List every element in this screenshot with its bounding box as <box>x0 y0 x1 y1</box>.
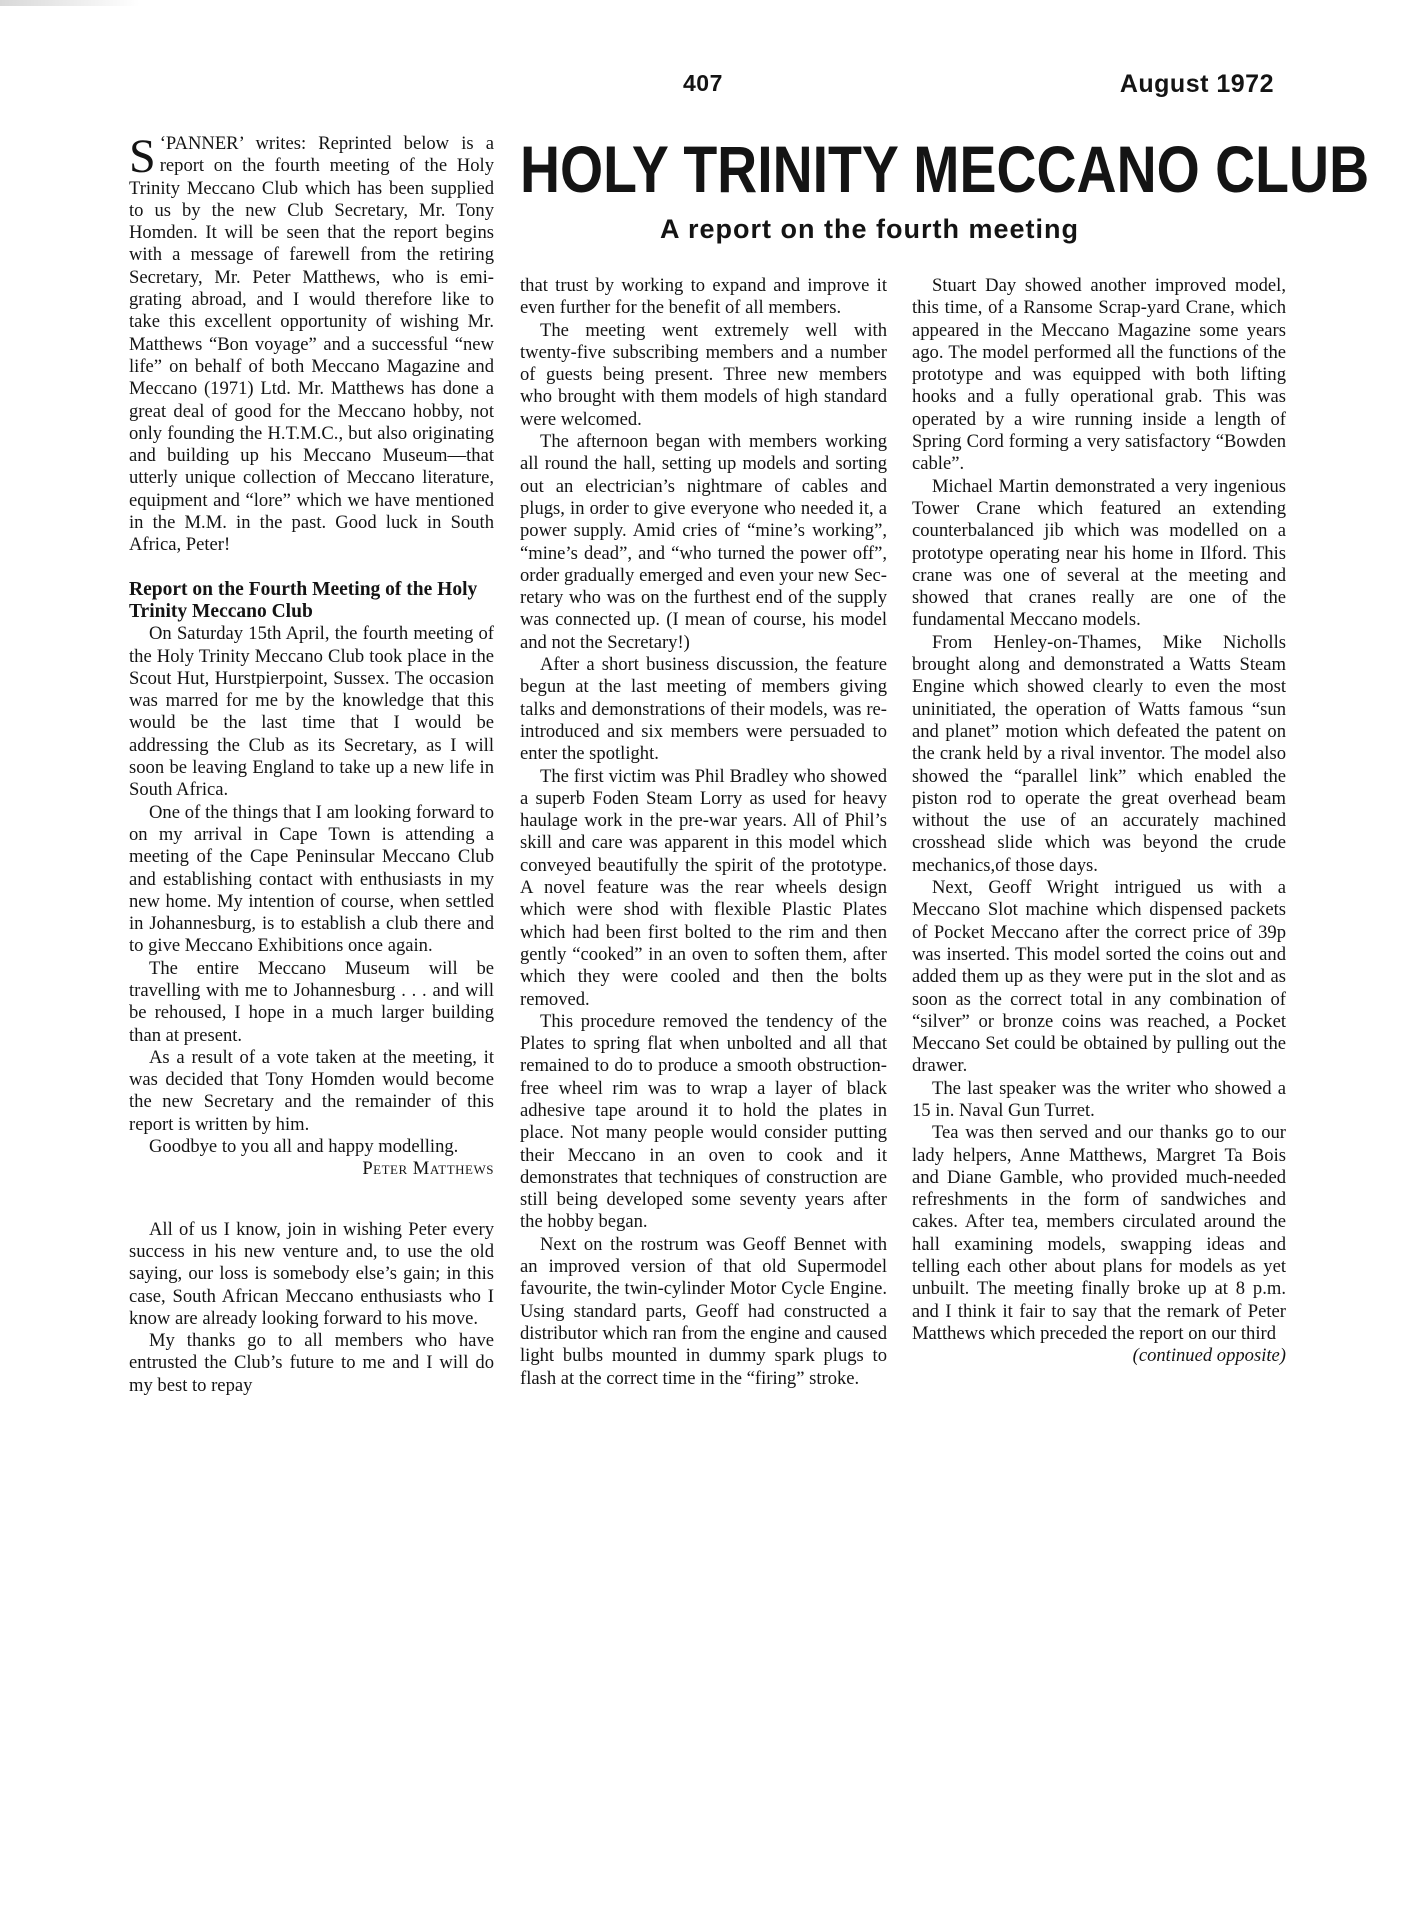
drop-cap: S <box>129 130 156 183</box>
signature: Peter Matthews <box>362 1158 494 1180</box>
paragraph: As a result of a vote taken at the meeting, it was decided that Tony Homden would become the new Secretary and the remainder of this report is written by him. <box>129 1046 494 1135</box>
paragraph: Next on the rostrum was Geoff Bennet with an improved version of that old Supermodel favourite, the twin-cylinder Motor Cycle Engine. Using standard parts, Geoff had constructed a distributor which ran from the engine and caused light bulbs mounted in dummy spark plugs to flash at the correct time in the “firing” stroke. <box>520 1233 887 1389</box>
report-heading: Report on the Fourth Meeting of the Holy Trinity Meccano Club <box>129 578 478 622</box>
column-1 <box>129 130 494 1397</box>
paragraph: My thanks go to all members who have entrusted the Club’s future to me and I will do my best to repay <box>129 1330 494 1396</box>
paragraph: The entire Meccano Museum will be travelling with me to Johannesburg . . . and will be rehoused, I hope in a much larger building than at present. <box>129 957 494 1046</box>
article-subtitle: A report on the fourth meeting <box>660 214 1079 244</box>
editor-intro-text: PANNER’ writes: Reprinted below is a report on the fourth meeting of the Holy Trinity Meccano Club which has been supplied to us by the new Club Secretary, Mr. Tony Homden. It will be seen that the report begins with a message of farewell from the retiring Secretary, Mr. Peter Matthews, who is emigrating abroad, and I would therefore like to take this excellent opportunity of wishing Mr. Matthews “Bon voyage” and a successful “new life” on behalf of both Meccano Magazine and Meccano (1971) Ltd. Mr. Matthews has done a great deal of good for the Meccano hobby, not only founding the H.T.M.C., but also originating and building up his Meccano Museum—that utterly unique collection of Meccano literature, equipment and “lore” which we have mentioned in the M.M. in the past. Good luck in South Africa, Peter! <box>129 133 494 556</box>
issue-date: August 1972 <box>1119 70 1274 98</box>
column-3 <box>912 275 1286 1368</box>
page-number: 407 <box>683 70 723 96</box>
editor-intro <box>129 130 494 557</box>
scan-edge-mark <box>0 0 140 6</box>
article-title: HOLY TRINITY MECCANO CLUB <box>520 132 1370 206</box>
paragraph: that trust by working to expand and improve it even further for the benefit of all members. <box>520 275 887 319</box>
paragraph: Goodbye to you all and happy modelling. <box>149 1136 459 1158</box>
paragraph: The meeting went extremely well with twenty-five subscribing members and a number of guests being present. Three new members who brought with them models of high standard were welcomed. <box>520 319 887 430</box>
paragraph: The afternoon began with members working all round the hall, setting up models and sorting out an electrician’s nightmare of cables and plugs, in order to give everyone who needed it, a power supply. Amid cries of “mine’s working”, “mine’s dead”, and “who turned the power off”, order gradually emerged and even your new Secretary who was on the furthest end of the supply was connected up. (I mean of course, his model and not the Secretary!) <box>520 431 887 653</box>
continued-note: (continued opposite) <box>1132 1345 1286 1367</box>
paragraph: Tea was then served and our thanks go to our lady helpers, Anne Matthews, Margret Ta Bois and Diane Gamble, who provided much-needed refreshments in the form of sandwiches and cakes. After tea, members circulated around the hall examining models, swapping ideas and telling each other about plans for models as yet unbuilt. The meeting finally broke up at 8 p.m. and I think it fair to say that the remark of Peter Matthews which preceded the report on our third <box>912 1122 1286 1344</box>
paragraph: The last speaker was the writer who showed a 15 in. Naval Gun Turret. <box>912 1077 1286 1121</box>
paragraph: Stuart Day showed another improved model, this time, of a Ransome Scrap-yard Crane, which appeared in the Meccano Magazine some years ago. The model performed all the functions of the prototype and was equipped with both lifting hooks and a fully operational grab. This was operated by a wire running inside a length of Spring Cord forming a very satisfactory “Bowden cable”. <box>912 275 1286 475</box>
column-2 <box>520 275 887 1390</box>
paragraph: After a short business discussion, the feature begun at the last meeting of members giving talks and demonstrations of their models, was reintroduced and six members were persuaded to enter the spotlight. <box>520 654 887 765</box>
opening-quote-mark: ‘ <box>159 133 166 154</box>
paragraph: Michael Martin demonstrated a very ingenious Tower Crane which featured an extending counterbalanced jib which was modelled on a prototype operating near his home in Ilford. This crane was one of several at the meeting and showed that cranes really are one of the fundamental Meccano models. <box>912 475 1286 631</box>
paragraph: This procedure removed the tendency of the Plates to spring flat when unbolted and all that remained to do to produce a smooth obstruction-free wheel rim was to wrap a layer of black adhesive tape around it to hold the plates in place. Not many people would consider putting their Meccano in an oven to cook and it demonstrates that techniques of construction are still being developed some seventy years after the hobby began. <box>520 1010 887 1233</box>
paragraph: From Henley-on-Thames, Mike Nicholls brought along and demonstrated a Watts Steam Engine which showed clearly to even the most uninitiated, the operation of Watts famous “sun and planet” motion which defeated the patent on the crank held by a rival inventor. The model also showed the “parallel link” which enabled the piston rod to operate the great overhead beam without the use of an accurately machined crosshead slide which was beyond the crude mechanics,of those days. <box>912 631 1286 876</box>
paragraph: The first victim was Phil Bradley who showed a superb Foden Steam Lorry as used for heavy haulage work in the pre-war years. All of Phil’s skill and care was apparent in this model which conveyed beautifully the spirit of the prototype. A novel feature was the rear wheels design which were shod with flexible Plastic Plates which had been first bolted to the rim and then gently “cooked” in an oven to soften them, after which they were cooled and then the bolts removed. <box>520 765 887 1010</box>
paragraph: One of the things that I am looking forward to on my arrival in Cape Town is attending a meeting of the Cape Peninsular Meccano Club and establishing contact with enthusiasts in my new home. My intention of course, when settled in Johannesburg, is to establish a club there and to give Meccano Exhibitions once again. <box>129 801 494 957</box>
paragraph: All of us I know, join in wishing Peter every success in his new venture and, to use the old saying, our loss is somebody else’s gain; in this case, South African Meccano enthusiasts who I know are already looking forward to his move. <box>129 1218 494 1329</box>
paragraph: Next, Geoff Wright intrigued us with a Meccano Slot machine which dispensed packets of Pocket Meccano after the correct price of 39p was inserted. This model sorted the coins out and added them up as they were put in the slot and as soon as the correct total in any combination of “silver” or bronze coins was reached, a Pocket Meccano Set could be obtained by pulling out the drawer. <box>912 877 1286 1077</box>
paragraph: On Saturday 15th April, the fourth meeting of the Holy Trinity Meccano Club took place in the Scout Hut, Hurstpierpoint, Sussex. The occasion was marred for me by the knowledge that this would be the last time that I would be addressing the Club as its Secretary, as I will soon be leaving England to take up a new life in South Africa. <box>129 623 494 801</box>
